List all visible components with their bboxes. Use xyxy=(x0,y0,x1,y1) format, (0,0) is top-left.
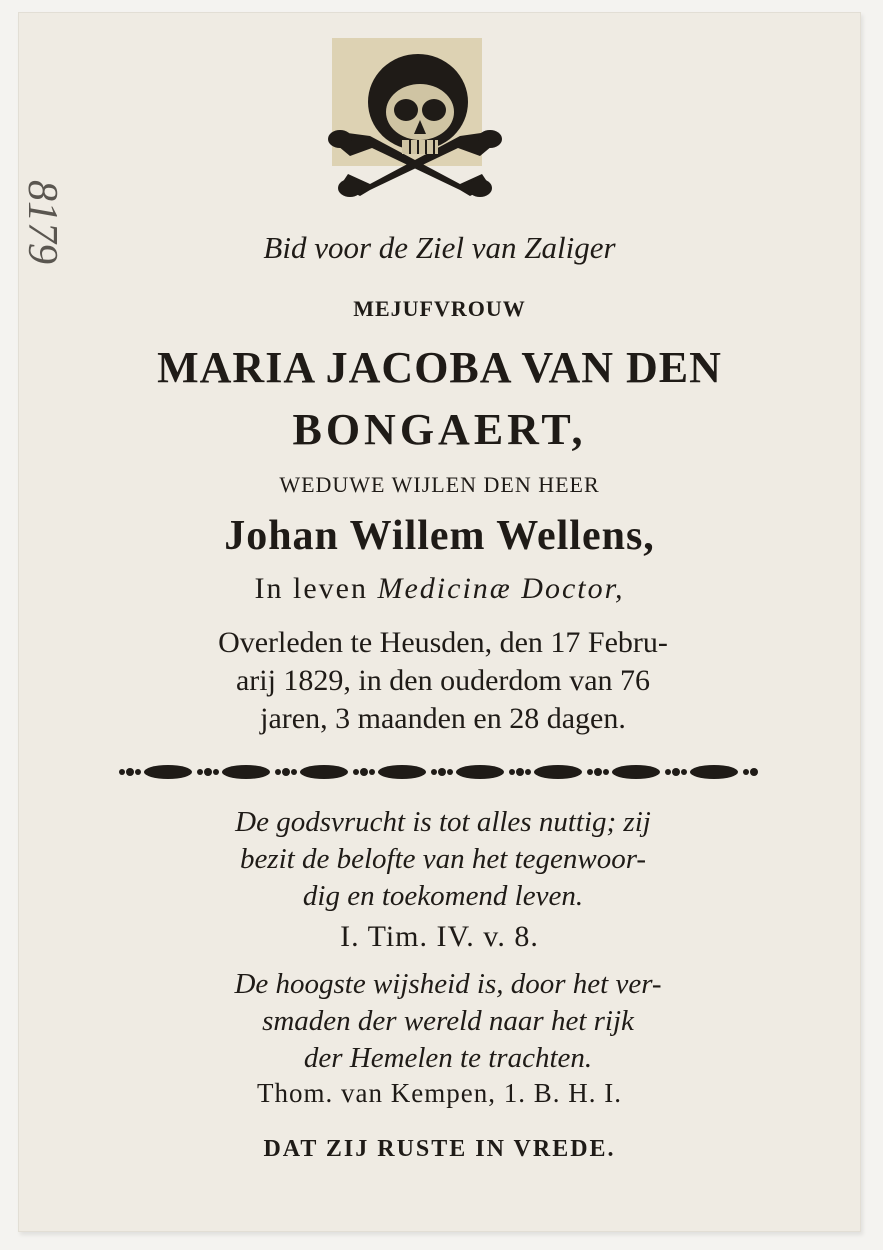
divider-lozenge xyxy=(144,765,192,779)
quote2-line3: der Hemelen te trachten. xyxy=(303,1042,593,1074)
divider-bead xyxy=(291,769,297,775)
death-notice-line3: jaren, 3 maanden en 28 dagen. xyxy=(260,702,626,735)
scripture-reference: I. Tim. IV. v. 8. xyxy=(340,920,539,953)
occupation: Medicinæ Doctor, xyxy=(377,572,625,605)
divider-bead xyxy=(360,768,368,776)
divider-bead xyxy=(438,768,446,776)
divider-bead xyxy=(743,769,749,775)
divider-bead xyxy=(525,769,531,775)
ornamental-divider xyxy=(118,757,763,787)
divider-bead xyxy=(672,768,680,776)
divider-bead xyxy=(369,769,375,775)
divider-bead xyxy=(135,769,141,775)
prayer-heading: Bid voor de Ziel van Zaliger xyxy=(263,230,616,265)
divider-bead xyxy=(447,769,453,775)
divider-lozenge xyxy=(690,765,738,779)
title-label: MEJUFVROUW xyxy=(353,296,526,321)
divider-bead xyxy=(603,769,609,775)
divider-lozenge xyxy=(222,765,270,779)
quote1-line3: dig en toekomend leven. xyxy=(302,880,584,912)
occupation-prefix: In leven xyxy=(254,572,368,605)
divider-bead xyxy=(197,769,203,775)
divider-bead xyxy=(681,769,687,775)
divider-bead xyxy=(353,769,359,775)
divider-lozenge xyxy=(534,765,582,779)
divider-bead xyxy=(213,769,219,775)
divider-bead xyxy=(282,768,290,776)
inventory-number-wrap xyxy=(19,96,104,264)
closing-blessing: DAT ZIJ RUSTE IN VREDE. xyxy=(263,1136,616,1162)
divider-bead xyxy=(509,769,515,775)
divider-bead xyxy=(587,769,593,775)
divider-bead xyxy=(665,769,671,775)
inventory-number: 8179 xyxy=(19,180,65,264)
mourning-card xyxy=(18,12,861,1232)
divider-lozenge xyxy=(300,765,348,779)
kempis-quote xyxy=(118,966,778,1077)
widow-of-label: WEDUWE WIJLEN DEN HEER xyxy=(279,472,600,497)
divider-bead xyxy=(750,768,758,776)
occupation-line xyxy=(18,572,861,606)
death-notice-line1: Overleden te Heusden, den 17 Febru- xyxy=(218,626,668,659)
deceased-name-line1: MARIA JACOBA VAN DEN xyxy=(157,343,722,392)
kempis-reference: Thom. van Kempen, 1. B. H. I. xyxy=(257,1078,622,1108)
divider-bead xyxy=(594,768,602,776)
divider-bead xyxy=(119,769,125,775)
husband-name: Johan Willem Wellens, xyxy=(224,513,655,559)
divider-bead xyxy=(275,769,281,775)
divider-lozenge xyxy=(612,765,660,779)
skull-and-crossbones-icon xyxy=(310,24,510,209)
divider-lozenge xyxy=(456,765,504,779)
quote2-line1: De hoogste wijsheid is, door het ver- xyxy=(234,968,662,1000)
scripture-quote xyxy=(118,804,768,915)
quote2-line2: smaden der wereld naar het rijk xyxy=(262,1005,634,1037)
death-notice xyxy=(118,624,768,738)
divider-lozenge xyxy=(378,765,426,779)
divider-bead xyxy=(431,769,437,775)
deceased-name-line2: BONGAERT, xyxy=(292,405,587,454)
quote1-line2: bezit de belofte van het tegenwoor- xyxy=(239,843,647,875)
divider-bead xyxy=(126,768,134,776)
divider-bead xyxy=(204,768,212,776)
death-notice-line2: arij 1829, in den ouderdom van 76 xyxy=(235,664,651,697)
divider-bead xyxy=(516,768,524,776)
quote1-line1: De godsvrucht is tot alles nuttig; zij xyxy=(235,806,651,838)
